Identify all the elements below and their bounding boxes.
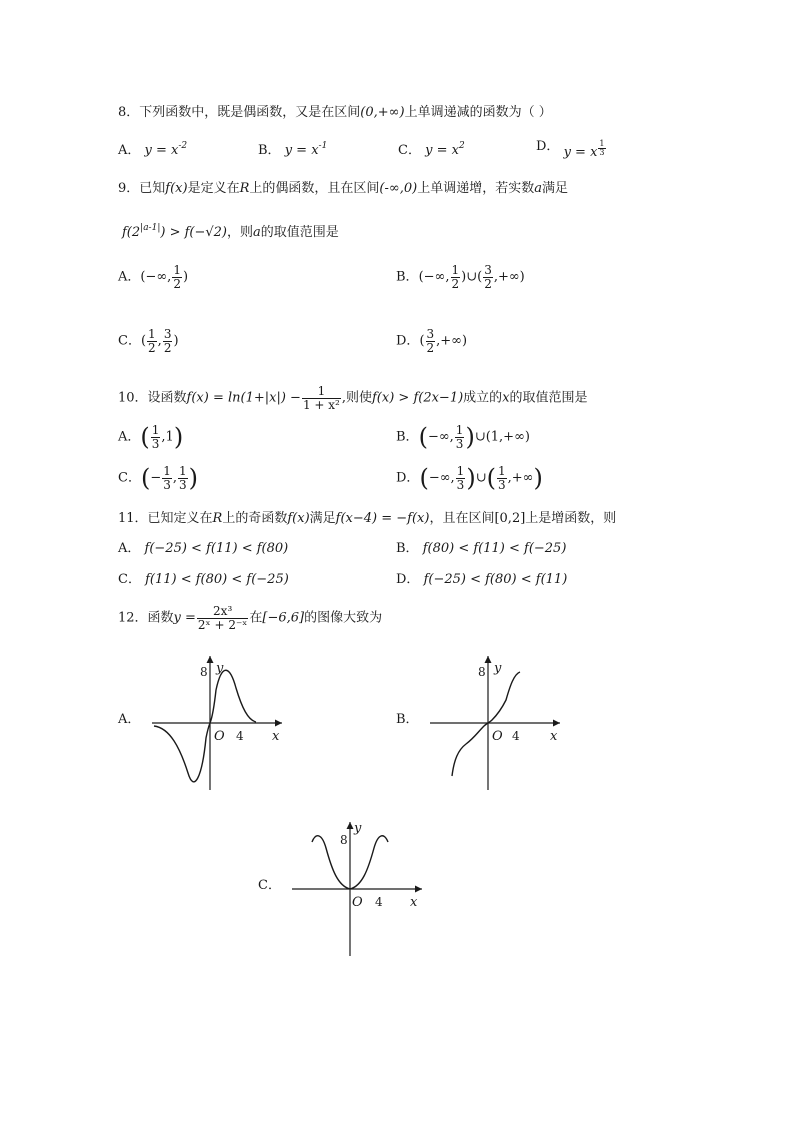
opt-part: ,+∞ (507, 470, 534, 486)
frac-num: 1 (151, 423, 160, 437)
fraction (483, 264, 493, 290)
fraction (456, 465, 466, 491)
q9-option-c[interactable] (118, 328, 179, 354)
q10-text: ,则使 (341, 390, 372, 406)
q10-x: x (502, 390, 510, 406)
fraction (497, 465, 507, 491)
option-label: C． (118, 470, 141, 486)
option-exp-fraction (598, 140, 605, 158)
paren-open: ( (140, 423, 150, 452)
option-expr: y = x (144, 143, 179, 158)
q10-text: 成立的 (463, 390, 503, 406)
origin-label: O (214, 729, 225, 744)
frac-num: 3 (163, 327, 172, 341)
opt-part: −∞, (428, 470, 455, 486)
opt-part: −∞, (427, 429, 454, 445)
paren-open: ( (486, 464, 496, 493)
option-expr: f(80) < f(11) < f(−25) (422, 541, 567, 556)
q9-option-a[interactable] (118, 264, 188, 290)
frac-num: 1 (317, 384, 326, 398)
curve (154, 670, 256, 782)
q12-option-c-label[interactable]: C． (258, 878, 281, 893)
q10-text: 的取值范围是 (509, 390, 588, 406)
frac-den: 3 (151, 436, 160, 451)
opt-part: ∪(1,+∞) (474, 429, 530, 445)
option-expr: y = x (563, 145, 598, 160)
fraction (172, 264, 182, 290)
frac-num: 1 (179, 464, 187, 478)
opt-part: ( (419, 333, 425, 349)
paren-close: ) (533, 464, 543, 493)
option-label: B． (396, 269, 419, 285)
q9-text: 的取值范围是 (260, 225, 339, 240)
option-expr: f(−25) < f(80) < f(11) (423, 572, 568, 587)
x-tick-label: 4 (236, 729, 244, 743)
q9-option-b[interactable] (396, 264, 525, 290)
x-tick-label: 4 (512, 729, 520, 743)
opt-part: ) (182, 269, 189, 285)
q12-option-b-label[interactable]: B． (396, 712, 419, 727)
q12-text: 在 (249, 610, 263, 626)
option-label: D． (396, 333, 420, 349)
cond-exp: |a-1| (140, 223, 161, 233)
q10-text: 10．设函数 (118, 390, 187, 406)
option-exp: 2 (458, 141, 465, 151)
option-label: C． (118, 333, 141, 349)
y-tick-label: 8 (200, 665, 208, 679)
q9-option-d[interactable] (396, 328, 467, 354)
q12-stem (118, 605, 382, 631)
option-exp: -2 (178, 141, 188, 151)
frac-den: 2 (426, 340, 435, 355)
q10-option-c[interactable] (118, 465, 198, 491)
opt-part: , (157, 333, 162, 349)
q8-interval: (0,+∞) (360, 105, 405, 120)
q9-text: 上的偶函数，且在区间 (249, 181, 380, 196)
paren-open: ( (140, 464, 151, 493)
q9-text: ，则 (227, 225, 254, 240)
q11-fx: f(x) (287, 511, 310, 526)
option-label: A． (118, 429, 141, 445)
opt-part: ( (140, 333, 147, 349)
q10-option-b[interactable] (396, 424, 530, 450)
frac-num: 1 (497, 464, 506, 478)
q8-option-c[interactable] (398, 142, 465, 157)
opt-part: )∪( (461, 269, 483, 285)
frac-den: 3 (455, 436, 464, 451)
frac-den: 3 (599, 148, 605, 158)
paren-close: ) (466, 464, 476, 493)
option-expr: y = x (284, 143, 319, 158)
fraction (147, 328, 157, 354)
q9-text: 9．已知 (118, 181, 166, 196)
q9-condition (122, 224, 339, 239)
frac-num: 1 (456, 464, 465, 478)
option-label: B． (396, 429, 419, 445)
option-label: A． (118, 269, 141, 285)
y-axis-label: y (494, 661, 502, 676)
frac-num: 1 (173, 263, 181, 277)
option-label: B． (396, 541, 419, 556)
frac-num: 2x³ (213, 604, 233, 618)
q11-text: 满足 (309, 511, 336, 526)
q10-option-a[interactable] (118, 424, 183, 450)
paren-close: ) (188, 464, 199, 493)
frac-num: 1 (148, 327, 156, 341)
q11-option-b[interactable] (396, 542, 566, 555)
paren-close: ) (173, 423, 184, 452)
q10-stem (118, 385, 588, 411)
q12-text: 12．函数 (118, 610, 174, 626)
frac-den: 3 (456, 477, 465, 492)
q9-R: R (239, 181, 250, 196)
frac-num: 1 (163, 464, 171, 478)
paren-close: ) (465, 423, 475, 452)
q8-option-b[interactable] (258, 142, 327, 157)
cond-part: f(2 (122, 225, 141, 240)
q11-text: 11．已知定义在 (118, 511, 213, 526)
q9-a: a (534, 181, 542, 196)
q8-option-a[interactable] (118, 142, 187, 157)
opt-part: ,+∞) (436, 333, 468, 349)
x-tick-label: 4 (375, 895, 383, 909)
opt-part: ,1 (161, 429, 174, 445)
fraction (197, 605, 248, 631)
q11-text: ，且在区间[0,2]上是增函数，则 (429, 511, 617, 526)
paren-open: ( (418, 423, 428, 452)
option-label: A． (118, 143, 141, 158)
option-expr: f(11) < f(80) < f(−25) (145, 572, 289, 587)
x-axis-label: x (272, 729, 280, 744)
frac-den: 1 + x² (302, 397, 340, 412)
y-axis-label: y (216, 661, 224, 676)
y-tick-label: 8 (340, 833, 348, 847)
option-exp: -1 (318, 141, 328, 151)
q12-graph-b[interactable] (428, 648, 568, 793)
option-label: C． (118, 572, 141, 587)
cond-rest: ) > f(−√2) (160, 225, 227, 240)
q12-interval: [−6,6] (262, 610, 305, 626)
q11-option-d[interactable] (396, 573, 567, 586)
frac-den: 2 (163, 340, 172, 355)
q9-fx: f(x) (165, 181, 188, 196)
origin-label: O (352, 895, 363, 910)
opt-part: − (150, 470, 162, 486)
option-label: D． (396, 470, 420, 486)
q12-y: y = (173, 610, 196, 626)
q9-text: 上单调递增，若实数 (417, 181, 535, 196)
q10-ineq: f(x) > f(2x−1) (372, 390, 464, 406)
frac-den: 2 (484, 276, 492, 291)
option-expr: y = x (425, 143, 459, 158)
q11-cond: f(x−4) = −f(x) (335, 511, 430, 526)
y-tick-label: 8 (478, 665, 486, 679)
opt-part: (−∞, (140, 269, 172, 285)
q12-graph-a[interactable] (150, 648, 290, 793)
opt-part: , (172, 470, 178, 486)
frac-den: 3 (179, 477, 187, 492)
q9-stem (118, 182, 568, 195)
fraction (426, 328, 436, 354)
q11-R: R (212, 511, 223, 526)
opt-part: ,+∞) (493, 269, 525, 285)
q9-text: 满足 (541, 181, 568, 196)
option-label: D． (536, 139, 560, 154)
option-label: C． (398, 143, 421, 158)
x-axis-label: x (550, 729, 558, 744)
fraction (151, 424, 161, 450)
q9-text: 是定义在 (187, 181, 240, 196)
fraction (455, 424, 465, 450)
q9-interval: (-∞,0) (379, 181, 418, 196)
q11-text: 上的奇函数 (222, 511, 288, 526)
fraction (163, 328, 173, 354)
frac-num: 1 (599, 139, 605, 148)
paren-open: ( (419, 464, 429, 493)
opt-part: (−∞, (418, 269, 450, 285)
q12-option-a-label[interactable]: A． (118, 712, 141, 727)
q8-stem-end: 上单调递减的函数为（ ） (404, 105, 552, 120)
q8-option-d[interactable] (536, 140, 607, 159)
q8-stem (118, 106, 552, 119)
frac-den: 2 (173, 276, 181, 291)
frac-den: 3 (497, 477, 506, 492)
frac-den: 2ˣ + 2⁻ˣ (197, 617, 248, 632)
q12-graph-c[interactable] (290, 814, 430, 959)
frac-den: 3 (163, 477, 171, 492)
q10-func: f(x) = ln(1+|x|) − (186, 390, 301, 406)
frac-den: 2 (451, 276, 460, 291)
fraction (178, 465, 188, 491)
x-axis-label: x (410, 895, 418, 910)
option-expr: f(−25) < f(11) < f(80) (144, 541, 289, 556)
opt-part: ) (173, 333, 179, 349)
fraction (162, 465, 172, 491)
frac-den: 2 (148, 340, 156, 355)
frac-num: 1 (451, 263, 460, 277)
frac-num: 3 (426, 327, 435, 341)
option-label: A． (118, 541, 141, 556)
opt-part: ∪ (475, 470, 487, 486)
option-label: B． (258, 143, 281, 158)
q11-stem (118, 512, 616, 525)
q9-a: a (253, 225, 261, 240)
curve (452, 672, 520, 776)
q10-option-d[interactable] (396, 465, 543, 491)
option-label: D． (396, 572, 420, 587)
frac-num: 3 (484, 263, 492, 277)
fraction (302, 385, 341, 411)
q11-option-c[interactable] (118, 573, 289, 586)
y-axis-label: y (354, 821, 362, 836)
fraction (451, 264, 461, 290)
q11-option-a[interactable] (118, 542, 288, 555)
frac-num: 1 (455, 423, 464, 437)
origin-label: O (492, 729, 503, 744)
q8-stem-text: 8．下列函数中，既是偶函数，又是在区间 (118, 105, 361, 120)
q12-text: 的图像大致为 (304, 610, 383, 626)
